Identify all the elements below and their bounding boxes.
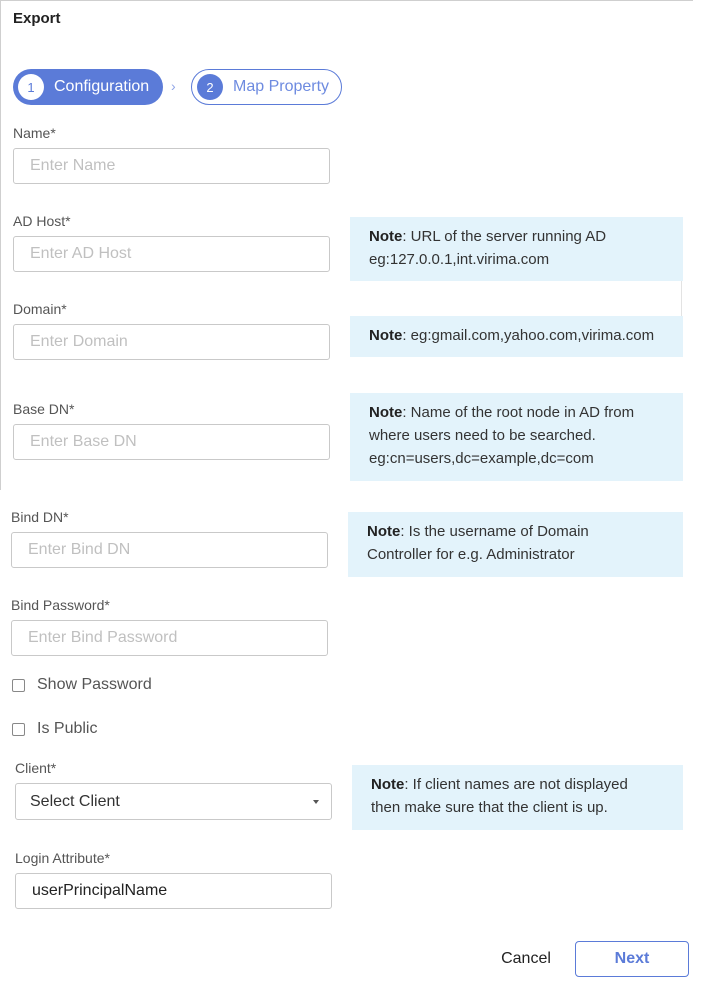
ad-host-note-line1: : URL of the server running AD xyxy=(402,228,607,245)
base-dn-label: Base DN* xyxy=(13,401,75,417)
ad-host-note-line2: eg:127.0.0.1,int.virima.com xyxy=(369,251,550,268)
show-password-checkbox[interactable] xyxy=(12,676,152,694)
note-prefix: Note xyxy=(371,776,405,793)
name-field-wrapper xyxy=(13,148,330,184)
ad-host-note xyxy=(350,217,683,281)
ad-host-field-wrapper xyxy=(13,236,330,272)
cancel-button[interactable]: Cancel xyxy=(501,950,551,967)
note-prefix: Note xyxy=(367,523,401,540)
base-dn-field-wrapper xyxy=(13,424,330,460)
client-label: Client* xyxy=(15,760,57,776)
bind-password-label: Bind Password* xyxy=(11,597,110,613)
login-attribute-label: Login Attribute* xyxy=(15,850,110,866)
checkbox-box[interactable] xyxy=(12,723,25,736)
domain-field-wrapper xyxy=(13,324,330,360)
base-dn-note-line2: where users need to be searched. xyxy=(369,427,596,444)
step-map-property[interactable] xyxy=(191,69,342,105)
bind-dn-note-line1: : Is the username of Domain xyxy=(400,523,589,540)
step-number-2: 2 xyxy=(197,74,223,100)
bind-password-field-wrapper xyxy=(11,620,328,656)
domain-note xyxy=(350,316,683,357)
name-input[interactable] xyxy=(14,149,329,183)
dialog-left-border xyxy=(0,0,1,490)
ad-host-label: AD Host* xyxy=(13,213,71,229)
domain-label: Domain* xyxy=(13,301,67,317)
login-attribute-field-wrapper xyxy=(15,873,332,909)
dialog-top-border xyxy=(0,0,693,1)
client-select-value: Select Client xyxy=(30,792,120,810)
bind-dn-input[interactable] xyxy=(12,533,327,567)
client-note-line2: then make sure that the client is up. xyxy=(371,799,608,816)
domain-input[interactable] xyxy=(14,325,329,359)
is-public-label: Is Public xyxy=(37,720,98,737)
base-dn-note-line1: : Name of the root node in AD from xyxy=(402,404,635,421)
step-configuration[interactable] xyxy=(13,69,163,105)
base-dn-note-line3: eg:cn=users,dc=example,dc=com xyxy=(369,450,594,467)
dialog-title: Export xyxy=(13,10,61,27)
name-label: Name* xyxy=(13,125,56,141)
base-dn-input[interactable] xyxy=(14,425,329,459)
show-password-label: Show Password xyxy=(37,676,152,693)
next-button[interactable]: Next xyxy=(575,941,689,977)
caret-down-icon xyxy=(313,800,319,804)
chevron-right-icon: › xyxy=(171,78,176,94)
client-note xyxy=(352,765,683,830)
bind-dn-note xyxy=(348,512,683,577)
note-prefix: Note xyxy=(369,327,403,344)
login-attribute-input[interactable] xyxy=(16,874,331,908)
step-label-map-property: Map Property xyxy=(233,78,330,95)
client-note-line1: : If client names are not displayed xyxy=(404,776,628,793)
domain-note-line1: : eg:gmail.com,yahoo.com,virima.com xyxy=(402,327,655,344)
client-select[interactable] xyxy=(15,783,332,820)
note-prefix: Note xyxy=(369,228,403,245)
note-prefix: Note xyxy=(369,404,403,421)
is-public-checkbox[interactable] xyxy=(12,720,97,738)
base-dn-note xyxy=(350,393,683,481)
bind-dn-note-line2: Controller for e.g. Administrator xyxy=(367,546,575,563)
ad-host-input[interactable] xyxy=(14,237,329,271)
bind-dn-field-wrapper xyxy=(11,532,328,568)
bind-dn-label: Bind DN* xyxy=(11,509,69,525)
checkbox-box[interactable] xyxy=(12,679,25,692)
step-number-1: 1 xyxy=(18,74,44,100)
step-label-configuration: Configuration xyxy=(54,78,150,95)
bind-password-input[interactable] xyxy=(12,621,327,655)
